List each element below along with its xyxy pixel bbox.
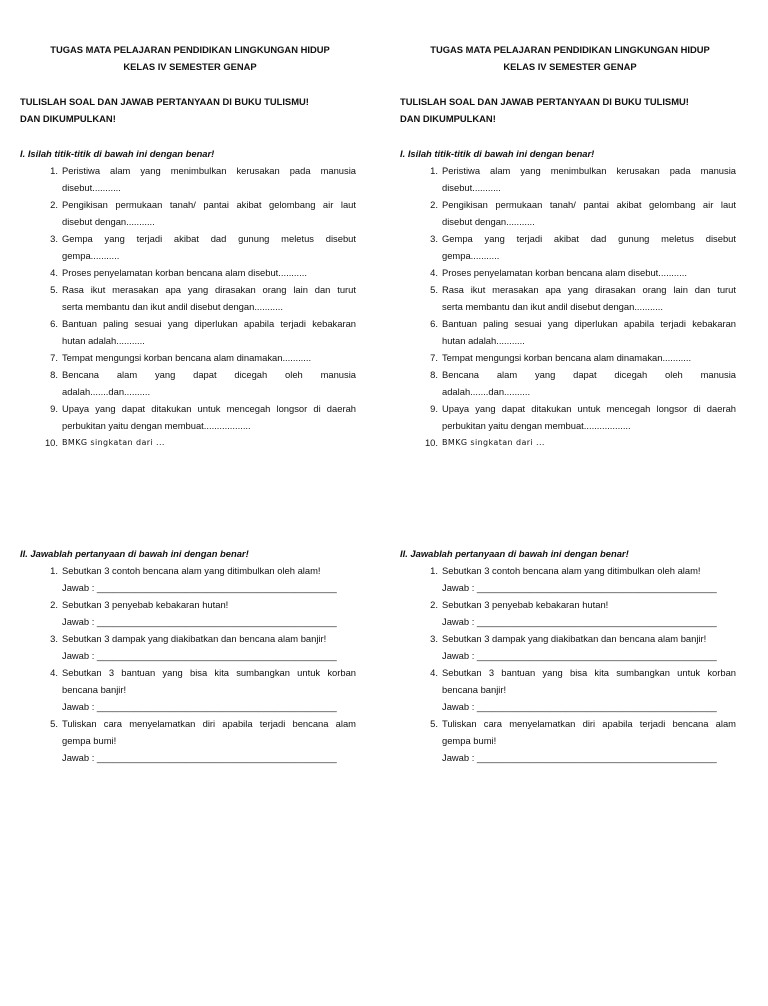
question-text: gempa........... [62,250,120,261]
question-number: 10. [424,437,438,448]
question-text: Bantuan paling sesuai yang diperlukan apabila terjadi kebakaran [442,318,736,329]
question-text: disebut........... [62,182,121,193]
instruction-line-2: DAN DIKUMPULKAN! [20,113,116,124]
question-number: 9. [430,403,438,414]
instruction-line-2: DAN DIKUMPULKAN! [400,113,496,124]
answer-line: Jawab : ______________________________________________ [62,701,337,712]
question-text: Sebutkan 3 bantuan yang bisa kita sumbangkan untuk korban [442,667,736,678]
question-number: 3. [50,633,58,644]
question-text: perbukitan yaitu dengan membuat.................. [442,420,631,431]
answer-line: Jawab : ______________________________________________ [442,752,717,763]
worksheet-copy-right [400,0,740,1006]
question-number: 5. [430,284,438,295]
answer-line: Jawab : ______________________________________________ [62,650,337,661]
question-number: 3. [430,233,438,244]
question-number: 1. [430,565,438,576]
question-text: gempa bumi! [442,735,497,746]
question-number: 4. [50,267,58,278]
question-number: 8. [50,369,58,380]
worksheet-subtitle: KELAS IV SEMESTER GENAP [123,61,257,72]
question-text: Proses penyelamatan korban bencana alam disebut........... [62,267,307,278]
answer-line: Jawab : ______________________________________________ [62,582,337,593]
question-number: 7. [50,352,58,363]
question-text: Bencana alam yang dapat dicegah oleh manusia [62,369,356,380]
question-text: adalah.......dan.......... [442,386,531,397]
question-text: Peristiwa alam yang menimbulkan kerusakan pada manusia [442,165,736,176]
question-number: 4. [50,667,58,678]
answer-line: Jawab : ______________________________________________ [442,701,717,712]
question-text: Sebutkan 3 contoh bencana alam yang ditimbulkan oleh alam! [442,565,701,576]
question-text: hutan adalah........... [62,335,145,346]
question-text: Sebutkan 3 penyebab kebakaran hutan! [62,599,229,610]
question-text: Sebutkan 3 dampak yang diakibatkan dan bencana alam banjir! [442,633,707,644]
question-number: 5. [50,718,58,729]
answer-line: Jawab : ______________________________________________ [62,616,337,627]
question-number: 10. [44,437,58,448]
worksheet-subtitle: KELAS IV SEMESTER GENAP [503,61,637,72]
question-text: BMKG singkatan dari ... [62,438,165,447]
question-text: Tempat mengungsi korban bencana alam dinamakan........... [442,352,692,363]
question-number: 1. [50,165,58,176]
question-text: disebut dengan........... [62,216,155,227]
question-text: Proses penyelamatan korban bencana alam disebut........... [442,267,687,278]
question-text: Pengikisan permukaan tanah/ pantai akibat gelombang air laut [442,199,736,210]
question-text: Bencana alam yang dapat dicegah oleh manusia [442,369,736,380]
section1-heading: I. Isilah titik-titik di bawah ini dengan benar! [20,148,215,159]
instruction-line-1: TULISLAH SOAL DAN JAWAB PERTANYAAN DI BUKU TULISMU! [20,96,309,107]
question-text: gempa........... [442,250,500,261]
worksheet-title: TUGAS MATA PELAJARAN PENDIDIKAN LINGKUNGAN HIDUP [50,44,330,55]
question-number: 2. [430,199,438,210]
question-text: Gempa yang terjadi akibat dad gunung meletus disebut [442,233,736,244]
question-text: Upaya yang dapat ditakukan untuk mencegah longsor di daerah [442,403,736,414]
question-text: Tempat mengungsi korban bencana alam dinamakan........... [62,352,312,363]
question-text: disebut dengan........... [442,216,535,227]
question-text: Sebutkan 3 penyebab kebakaran hutan! [442,599,609,610]
question-text: BMKG singkatan dari ... [442,438,545,447]
question-text: Peristiwa alam yang menimbulkan kerusakan pada manusia [62,165,356,176]
question-text: Tuliskan cara menyelamatkan diri apabila terjadi bencana alam [442,718,736,729]
answer-line: Jawab : ______________________________________________ [62,752,337,763]
worksheet-copy-left [20,0,360,1006]
question-number: 8. [430,369,438,380]
section2-heading: II. Jawablah pertanyaan di bawah ini dengan benar! [400,548,629,559]
question-text: Tuliskan cara menyelamatkan diri apabila terjadi bencana alam [62,718,356,729]
question-number: 7. [430,352,438,363]
question-text: perbukitan yaitu dengan membuat.................. [62,420,251,431]
question-number: 4. [430,667,438,678]
question-text: Sebutkan 3 bantuan yang bisa kita sumbangkan untuk korban [62,667,356,678]
question-text: Upaya yang dapat ditakukan untuk mencegah longsor di daerah [62,403,356,414]
instruction-line-1: TULISLAH SOAL DAN JAWAB PERTANYAAN DI BUKU TULISMU! [400,96,689,107]
question-number: 5. [430,718,438,729]
question-text: Rasa ikut merasakan apa yang dirasakan orang lain dan turut [442,284,736,295]
answer-line: Jawab : ______________________________________________ [442,616,717,627]
question-text: bencana banjir! [442,684,507,695]
question-number: 2. [50,199,58,210]
answer-line: Jawab : ______________________________________________ [442,582,717,593]
question-number: 3. [430,633,438,644]
section2-heading: II. Jawablah pertanyaan di bawah ini dengan benar! [20,548,249,559]
question-text: adalah.......dan.......... [62,386,151,397]
question-number: 9. [50,403,58,414]
question-text: serta membantu dan ikut andil disebut dengan........... [442,301,663,312]
answer-line: Jawab : ______________________________________________ [442,650,717,661]
question-number: 1. [430,165,438,176]
question-number: 2. [50,599,58,610]
question-text: Bantuan paling sesuai yang diperlukan apabila terjadi kebakaran [62,318,356,329]
question-text: Gempa yang terjadi akibat dad gunung meletus disebut [62,233,356,244]
question-number: 1. [50,565,58,576]
section1-heading: I. Isilah titik-titik di bawah ini dengan benar! [400,148,595,159]
question-text: Sebutkan 3 contoh bencana alam yang ditimbulkan oleh alam! [62,565,321,576]
question-text: Rasa ikut merasakan apa yang dirasakan orang lain dan turut [62,284,356,295]
question-number: 2. [430,599,438,610]
worksheet-title: TUGAS MATA PELAJARAN PENDIDIKAN LINGKUNGAN HIDUP [430,44,710,55]
question-text: serta membantu dan ikut andil disebut dengan........... [62,301,283,312]
question-number: 5. [50,284,58,295]
question-number: 6. [430,318,438,329]
question-number: 3. [50,233,58,244]
question-text: hutan adalah........... [442,335,525,346]
question-text: gempa bumi! [62,735,117,746]
question-text: Sebutkan 3 dampak yang diakibatkan dan bencana alam banjir! [62,633,327,644]
question-text: disebut........... [442,182,501,193]
question-number: 4. [430,267,438,278]
question-text: bencana banjir! [62,684,127,695]
question-number: 6. [50,318,58,329]
question-text: Pengikisan permukaan tanah/ pantai akibat gelombang air laut [62,199,356,210]
